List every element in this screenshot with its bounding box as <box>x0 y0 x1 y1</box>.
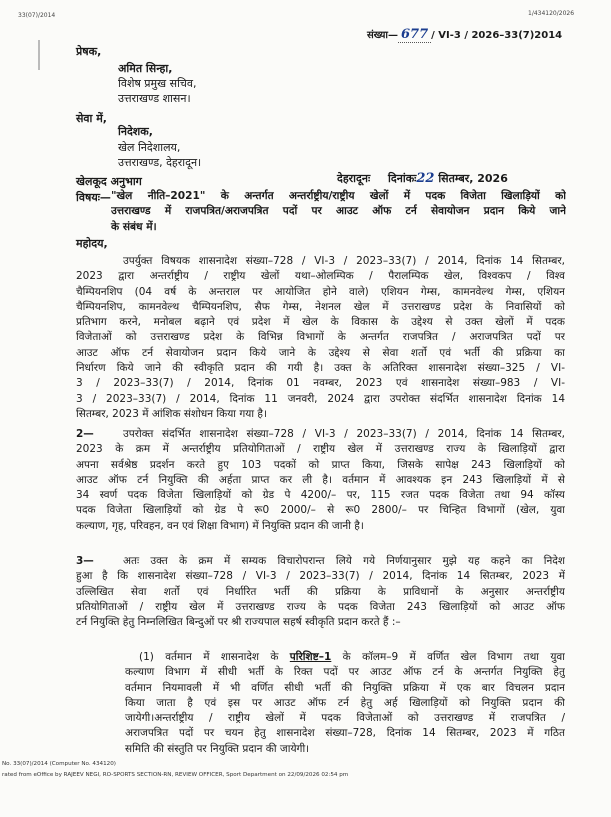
subject-line: उत्तराखण्ड में राजपत्रित/अराजपत्रित पदों पर आउट ऑफ टर्न सेवायोजन प्रदान किये जाने <box>111 205 566 218</box>
paragraph-line: आउट ऑफ टर्न सेवायोजन प्रदान किये जाने के उद्देश्य से सेवा शर्तो एवं भर्ती की प्रक्रिया का <box>76 346 565 359</box>
paragraph-line: विजेताओं को उत्तराखण्ड प्रदेश के विभिन्न विभागों के अन्तर्गत राजपत्रित / अराजपत्रित पदों पर <box>76 331 565 344</box>
point-1-lead: (1) वर्तमान में शासनादेश के <box>139 651 279 663</box>
paragraph-2 <box>76 427 565 534</box>
reference-number <box>367 27 562 42</box>
file-number-right: 1/434120/2026 <box>528 10 575 17</box>
paragraph-line: निर्धारण किये जाने की स्वीकृति प्रदान की गयी है। उक्त के अतिरिक्त शासनादेश संख्या–325 / VI- <box>76 362 565 375</box>
paragraph-3 <box>76 554 565 630</box>
paragraph-line: वर्तमान नियमावली में भी वर्णित सीधी भर्ती की नियुक्ति प्रक्रिया में एक बार विचलन प्रदान <box>125 681 565 694</box>
paragraph-line: आउट ऑफ टर्न नियुक्ति की अर्हता प्राप्त कर ली है। वर्तमान में आवश्यक इन 243 खिलाड़ियों में से <box>76 473 565 486</box>
paragraph-line: पदक विजेता खिलाड़ियों को ग्रेड पे रू0 2000/– से रू0 2800/– पर चिन्हित विभागों (खेल, युवा <box>76 504 565 517</box>
paragraph-line: कल्याण, गृह, परिवहन, वन एवं शिक्षा विभाग) में नियुक्ति प्रदान की जानी है। <box>76 519 364 532</box>
subject-line: "खेल नीति–2021" के अन्तर्गत अन्तर्राष्ट्रीय/राष्ट्रीय खेलों में पदक विजेता खिलाड़ियों को <box>111 190 566 202</box>
sender-office: उत्तराखण्ड शासन। <box>118 92 191 105</box>
paragraph-line: 3 / 2023–33(7) / 2014, दिनांक 01 नवम्बर, 2023 एवं शासनादेश संख्या–983 / VI- <box>76 377 565 390</box>
footer-computer-number: No. 33(07)/2014 (Computer No. 434120) <box>2 761 116 767</box>
paragraph-line: अराजपत्रित पदों पर चयन हेतु शासनादेश संख्या–728, दिनांक 14 सितम्बर, 2023 में गठित <box>125 727 565 740</box>
paragraph-line: उपर्युक्त विषयक शासनादेश संख्या–728 / VI-3 / 2023–33(7) / 2014, दिनांक 14 सितम्बर, <box>123 255 565 267</box>
place: देहरादूनः <box>337 172 371 185</box>
paragraph-line: सितम्बर, 2023 में आंशिक संशोधन किया गया है। <box>76 407 267 420</box>
point-1-after-annex: के कॉलम–9 में वर्णित खेल विभाग तथा युवा <box>342 651 565 663</box>
paragraph-line: 2023 द्वारा अन्तर्राष्ट्रीय / राष्ट्रीय खेलों यथा–ओलम्पिक / पैरालम्पिक खेल, विश्वकप / विश्व <box>76 270 565 283</box>
paragraph-line: प्रतियोगिताओं / राष्ट्रीय खेल में उत्तराखण्ड राज्य के पदक विजेता 243 खिलाड़ियों को आउट ऑफ <box>76 600 565 613</box>
paragraph-line: कल्याण विभाग में सीधी भर्ती के रिक्त पदों पर आउट ऑफ टर्न के अन्तर्गत नियुक्ति हेतु <box>125 666 565 679</box>
subject-text <box>111 189 566 235</box>
reference-suffix: / VI-3 / 2026–33(7)2014 <box>431 30 563 41</box>
point-1 <box>125 650 565 757</box>
paragraph-3-number: 3— <box>76 555 94 567</box>
paragraph-line: उपरोक्त संदर्भित शासनादेश संख्या–728 / VI-3 / 2023–33(7) / 2014, दिनांक 14 सितम्बर, <box>123 428 565 440</box>
paragraph-2-number: 2— <box>76 428 94 440</box>
recipient-title: निदेशक, <box>118 125 153 138</box>
file-number-left: 33(07)/2014 <box>18 12 56 19</box>
recipient-address: उत्तराखण्ड, देहरादून। <box>118 156 202 169</box>
paragraph-line: 2023 के क्रम में अन्तर्राष्ट्रीय प्रतियोगिताओं / राष्ट्रीय खेल में उत्तराखण्ड राज्य के खिलाड़ियों द्वारा <box>76 443 565 456</box>
footer-eoffice-stamp: rated from eOffice by RAJEEV NEGI, RO-SPORTS SECTION-RN, REVIEW OFFICER, Sport Department on 22/09/2026 02:54 pm <box>2 772 349 778</box>
annexure-reference: परिशिष्ट–1 <box>289 651 332 663</box>
recipient-label: सेवा में, <box>76 112 107 125</box>
paragraph-line: हुआ है कि शासनादेश संख्या–728 / VI-3 / 2023–33(7) / 2014, दिनांक 14 सितम्बर, 2023 में <box>76 570 565 583</box>
salutation: महोदय, <box>76 237 108 250</box>
paragraph-line: 3 / 2023–33(7) / 2014, दिनांक 11 जनवरी, 2024 द्वारा उपरोक्त संदर्भित शासनादेश दिनांक 14 <box>76 392 565 405</box>
sender-name: अमित सिन्हा, <box>118 62 173 75</box>
date-label: दिनांकः <box>388 172 417 185</box>
paragraph-line: अपना सर्वश्रेष्ठ प्रदर्शन करते हुए 103 पदकों को प्राप्त किया, जिसके सापेक्ष 243 खिलाड़ियों को <box>76 458 565 471</box>
paragraph-line: 34 स्वर्ण पदक विजेता खिलाड़ियों को ग्रेड पे 4200/– पर, 115 रजत पदक विजेता तथा 94 कॉस्य <box>76 489 565 502</box>
recipient-office: खेल निदेशालय, <box>118 141 181 154</box>
sender-designation: विशेष प्रमुख सचिव, <box>118 77 197 90</box>
place-date <box>337 171 508 186</box>
paragraph-line: चैम्पियनशिप (04 वर्ष के अन्तराल पर आयोजित होने वाले) एशियन गेम्स, कामनवेल्थ गेम्स, एशियन <box>76 285 565 298</box>
paragraph-line: उल्लिखित सेवा शर्तो एवं निर्धारित भर्ती की प्रक्रिया के प्राविधानों के अनुसार अन्तर्राष्ट्रीय <box>76 585 565 598</box>
subject-label: विषयः— <box>76 191 111 204</box>
paragraph-line: चैम्पियनशिप, कामनवेल्थ चैम्पियनशिप, सैफ गेम्स, नेशनल खेल में उत्तराखण्ड प्रदेश के निवासियों को <box>76 300 565 313</box>
date-handwritten-day: 22 <box>416 171 435 186</box>
punch-margin-mark <box>38 40 40 70</box>
sender-label: प्रेषक, <box>76 45 102 58</box>
paragraph-line: किया जाता है एवं इस पर आउट ऑफ टर्न हेतु अर्ह खिलाड़ियों को नियुक्ति प्रदान की <box>125 696 565 709</box>
date-month-year: सितम्बर, 2026 <box>438 172 508 185</box>
reference-prefix: संख्या— <box>367 30 398 41</box>
subject-line: के संबंध में। <box>111 220 157 233</box>
paragraph-line: समिति की संस्तुति पर नियुक्ति प्रदान की जायेगी। <box>125 742 310 755</box>
reference-handwritten-number: 677 <box>398 27 431 43</box>
point-1-first-line <box>125 650 565 665</box>
paragraph-line: अतः उक्त के क्रम में सम्यक विचारोपरान्त लिये गये निर्णयानुसार मुझे यह कहने का निदेश <box>123 555 565 567</box>
paragraph-1 <box>76 254 565 422</box>
paragraph-line: जायेगी।अन्तर्राष्ट्रीय / राष्ट्रीय खेलों में पदक विजेताओं को उत्तराखण्ड में राजपत्रित / <box>125 712 565 725</box>
paragraph-line: टर्न नियुक्ति हेतु निम्नलिखित बिन्दुओं पर श्री राज्यपाल सहर्ष स्वीकृति प्रदान करते हैं :– <box>76 616 401 629</box>
paragraph-line: प्रतिभाग करने, मनोबल बढ़ाने एवं प्रदेश में खेल के विकास के उद्देश्य से उक्त खेलों में पदक <box>76 316 565 329</box>
section-name: खेलकूद अनुभाग <box>76 175 142 188</box>
